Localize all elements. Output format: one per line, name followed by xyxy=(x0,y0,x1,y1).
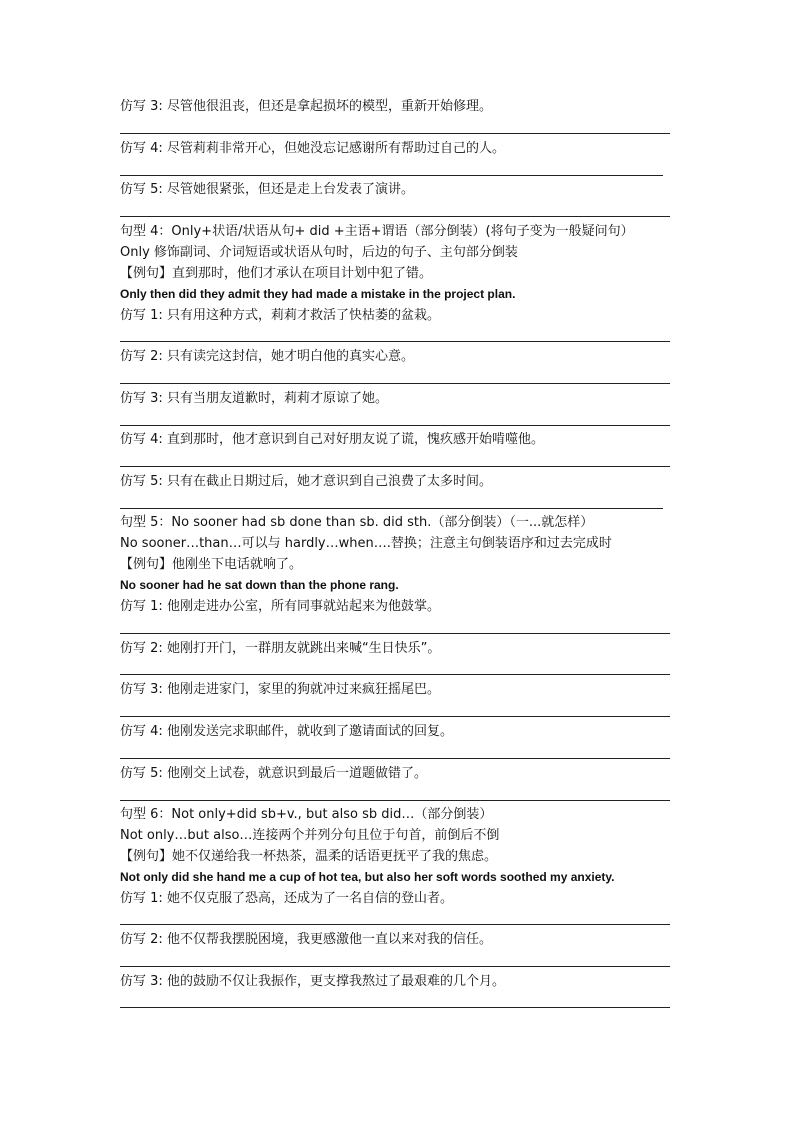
exercise-label: 仿写 4: xyxy=(120,432,163,447)
exercise-text: 只有读完这封信，她才明白他的真实心意。 xyxy=(166,349,414,364)
exercise-line xyxy=(120,431,544,448)
exercise-text: 尽管莉莉非常开心，但她没忘记感谢所有帮助过自己的人。 xyxy=(166,141,505,156)
exercise-line xyxy=(120,348,414,365)
exercise-text: 只有当朋友道歉时，莉莉才原谅了她。 xyxy=(166,391,388,406)
pattern-4-example-en: Only then did they admit they had made a mistake in the project plan. xyxy=(120,287,516,301)
exercise-label: 仿写 4: xyxy=(120,724,163,739)
pattern-5-title: 句型 5：No sooner had sb done than sb. did sth.（部分倒装）（一...就怎样） xyxy=(120,515,594,530)
exercise-text: 尽管她很紧张，但还是走上台发表了演讲。 xyxy=(166,182,414,197)
exercise-line xyxy=(120,598,440,615)
answer-line[interactable] xyxy=(120,383,670,384)
answer-line[interactable] xyxy=(120,716,670,717)
pattern-4-title: 句型 4：Only+状语/状语从句+ did +主语+谓语（部分倒装）(将句子变为一般疑问句） xyxy=(120,224,634,239)
exercise-line xyxy=(120,681,440,698)
exercise-line xyxy=(120,98,492,115)
exercise-label: 仿写 1: xyxy=(120,599,163,614)
answer-line[interactable] xyxy=(120,341,670,342)
pattern-6-note: Not only…but also…连接两个并列分句且位于句首，前倒后不倒 xyxy=(120,828,500,843)
pattern-5-example-cn: 【例句】他刚坐下电话就响了。 xyxy=(120,557,303,572)
answer-line[interactable] xyxy=(120,216,670,217)
answer-line[interactable] xyxy=(120,924,670,925)
exercise-text: 直到那时，他才意识到自己对好朋友说了谎，愧疚感开始啃噬他。 xyxy=(166,432,544,447)
exercise-text: 他刚走进办公室，所有同事就站起来为他鼓掌。 xyxy=(166,599,440,614)
answer-line[interactable] xyxy=(120,674,670,675)
pattern-6-example-cn: 【例句】她不仅递给我一杯热茶，温柔的话语更抚平了我的焦虑。 xyxy=(120,849,498,864)
exercise-line xyxy=(120,890,453,907)
answer-line[interactable] xyxy=(120,175,663,176)
exercise-text: 他刚交上试卷，就意识到最后一道题做错了。 xyxy=(166,766,427,781)
answer-line[interactable] xyxy=(120,466,670,467)
exercise-line xyxy=(120,140,505,157)
exercise-label: 仿写 5: xyxy=(120,766,163,781)
exercise-label: 仿写 1: xyxy=(120,308,163,323)
exercise-label: 仿写 5: xyxy=(120,474,163,489)
answer-line[interactable] xyxy=(120,425,670,426)
exercise-line xyxy=(120,390,388,407)
exercise-text: 他刚发送完求职邮件，就收到了邀请面试的回复。 xyxy=(166,724,453,739)
exercise-line xyxy=(120,765,427,782)
answer-line[interactable] xyxy=(120,633,670,634)
exercise-line xyxy=(120,181,414,198)
pattern-4-example-cn: 【例句】直到那时，他们才承认在项目计划中犯了错。 xyxy=(120,266,433,281)
exercise-label: 仿写 3: xyxy=(120,974,163,989)
exercise-label: 仿写 3: xyxy=(120,682,163,697)
exercise-label: 仿写 3: xyxy=(120,391,163,406)
exercise-text: 他不仅帮我摆脱困境，我更感激他一直以来对我的信任。 xyxy=(166,932,492,947)
answer-line[interactable] xyxy=(120,133,670,134)
exercise-line xyxy=(120,931,492,948)
exercise-line xyxy=(120,307,440,324)
pattern-5-example-en: No sooner had he sat down than the phone rang. xyxy=(120,578,399,592)
exercise-line xyxy=(120,723,453,740)
exercise-label: 仿写 2: xyxy=(120,932,163,947)
exercise-label: 仿写 1: xyxy=(120,891,163,906)
pattern-6-title: 句型 6：Not only+did sb+v., but also sb did…（部分倒装） xyxy=(120,807,493,822)
exercise-line xyxy=(120,973,505,990)
exercise-text: 他的鼓励不仅让我振作，更支撑我熬过了最艰难的几个月。 xyxy=(166,974,505,989)
pattern-5-note: No sooner…than…可以与 hardly…when….替换；注意主句倒装语序和过去完成时 xyxy=(120,536,612,551)
answer-line[interactable] xyxy=(120,966,670,967)
exercise-line xyxy=(120,473,492,490)
answer-line[interactable] xyxy=(120,1007,670,1008)
exercise-text: 她不仅克服了恐高，还成为了一名自信的登山者。 xyxy=(166,891,453,906)
exercise-text: 尽管他很沮丧，但还是拿起损坏的模型，重新开始修理。 xyxy=(166,99,492,114)
answer-line[interactable] xyxy=(120,508,663,509)
exercise-label: 仿写 4: xyxy=(120,141,163,156)
exercise-line xyxy=(120,640,440,657)
answer-line[interactable] xyxy=(120,800,670,801)
pattern-6-example-en: Not only did she hand me a cup of hot tea, but also her soft words soothed my anxiety. xyxy=(120,870,615,884)
exercise-text: 只有在截止日期过后，她才意识到自己浪费了太多时间。 xyxy=(166,474,492,489)
exercise-label: 仿写 2: xyxy=(120,349,163,364)
exercise-text: 他刚走进家门，家里的狗就冲过来疯狂摇尾巴。 xyxy=(166,682,440,697)
pattern-4-note: Only 修饰副词、介词短语或状语从句时，后边的句子、主句部分倒装 xyxy=(120,245,518,260)
answer-line[interactable] xyxy=(120,758,670,759)
exercise-label: 仿写 3: xyxy=(120,99,163,114)
exercise-text: 只有用这种方式，莉莉才救活了快枯萎的盆栽。 xyxy=(166,308,440,323)
exercise-label: 仿写 5: xyxy=(120,182,163,197)
exercise-label: 仿写 2: xyxy=(120,641,163,656)
exercise-text: 她刚打开门，一群朋友就跳出来喊“生日快乐”。 xyxy=(166,641,441,656)
